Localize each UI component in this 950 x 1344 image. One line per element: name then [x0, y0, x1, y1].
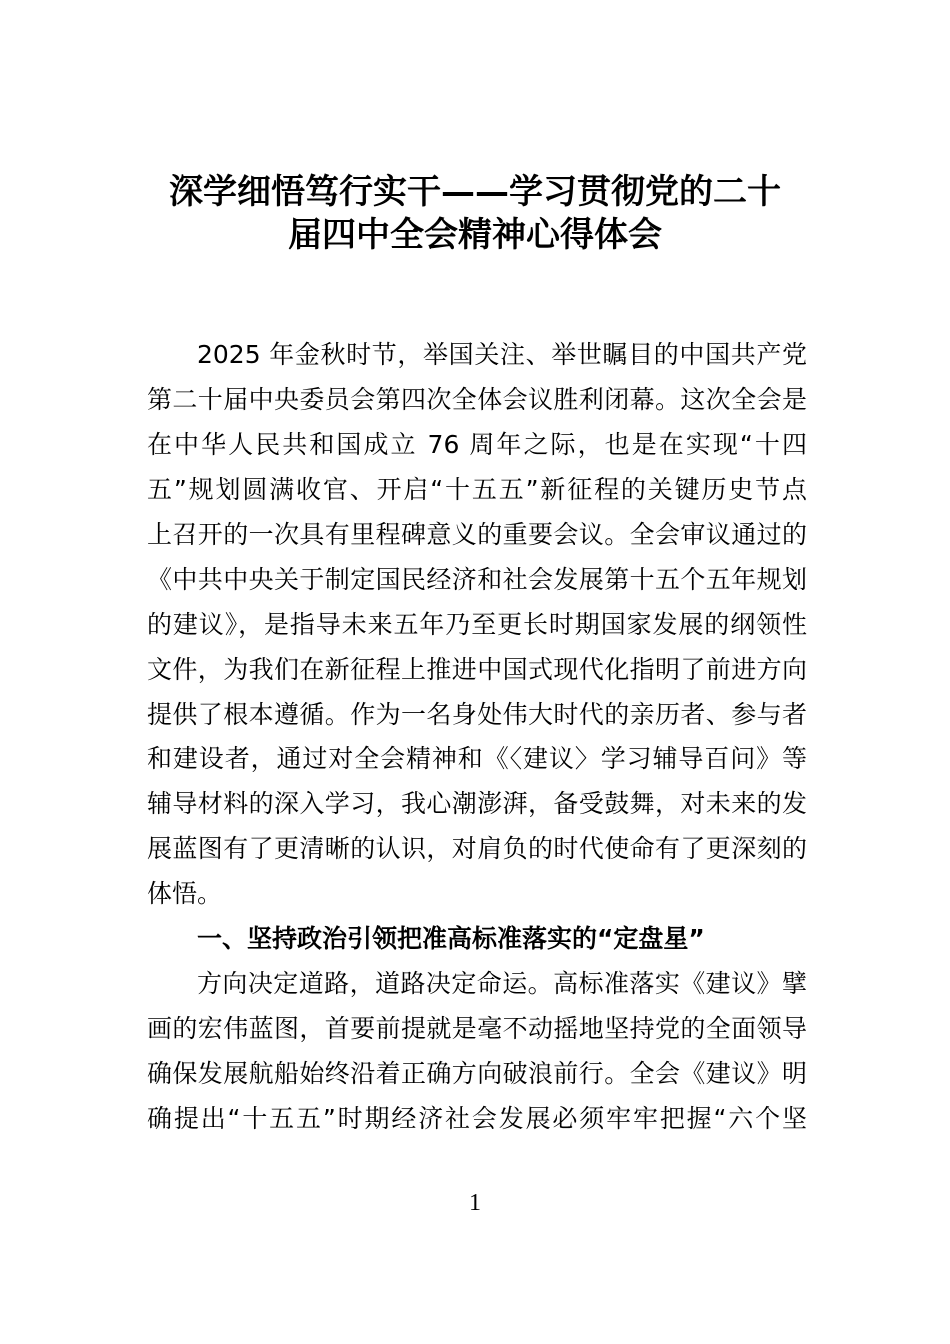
- paragraph-2-line-1: 方向决定道路，道路决定命运。高标准落实《建议》擘: [197, 969, 807, 998]
- paragraph-2-line-3: 确保发展航船始终沿着正确方向破浪前行。全会《建议》明: [147, 1059, 807, 1088]
- paragraph-1-line-13: 体悟。: [147, 879, 223, 908]
- section-1-heading: 一、坚持政治引领把准高标准落实的“定盘星”: [197, 924, 705, 953]
- paragraph-1-line-8: 文件，为我们在新征程上推进中国式现代化指明了前进方向: [147, 655, 807, 684]
- paragraph-1-line-7: 的建议》，是指导未来五年乃至更长时期国家发展的纲领性: [147, 610, 807, 639]
- paragraph-1-line-9: 提供了根本遵循。作为一名身处伟大时代的亲历者、参与者: [147, 700, 807, 729]
- paragraph-1-line-11: 辅导材料的深入学习，我心潮澎湃，备受鼓舞，对未来的发: [147, 789, 807, 818]
- document-title-line-1: 深学细悟笃行实干——学习贯彻党的二十: [169, 172, 781, 212]
- paragraph-1-line-6: 《中共中央关于制定国民经济和社会发展第十五个五年规划: [147, 565, 807, 594]
- paragraph-1-line-4: 五”规划圆满收官、开启“十五五”新征程的关键历史节点: [147, 475, 807, 504]
- page-number: 1: [469, 1190, 481, 1216]
- paragraph-1-line-10: 和建设者，通过对全会精神和《〈建议〉学习辅导百问》等: [147, 744, 807, 773]
- paragraph-1-line-12: 展蓝图有了更清晰的认识，对肩负的时代使命有了更深刻的: [147, 834, 807, 863]
- paragraph-1-line-5: 上召开的一次具有里程碑意义的重要会议。全会审议通过的: [147, 520, 807, 549]
- paragraph-1-line-3: 在中华人民共和国成立 76 周年之际，也是在实现“十四: [147, 430, 807, 459]
- paragraph-1-line-1: 2025 年金秋时节，举国关注、举世瞩目的中国共产党: [197, 340, 807, 369]
- document-title-line-2: 届四中全会精神心得体会: [288, 215, 662, 255]
- paragraph-1-line-2: 第二十届中央委员会第四次全体会议胜利闭幕。这次全会是: [147, 385, 807, 414]
- paragraph-2-line-2: 画的宏伟蓝图，首要前提就是毫不动摇地坚持党的全面领导: [147, 1014, 807, 1043]
- paragraph-2-line-4: 确提出“十五五”时期经济社会发展必须牢牢把握“六个坚: [147, 1104, 807, 1133]
